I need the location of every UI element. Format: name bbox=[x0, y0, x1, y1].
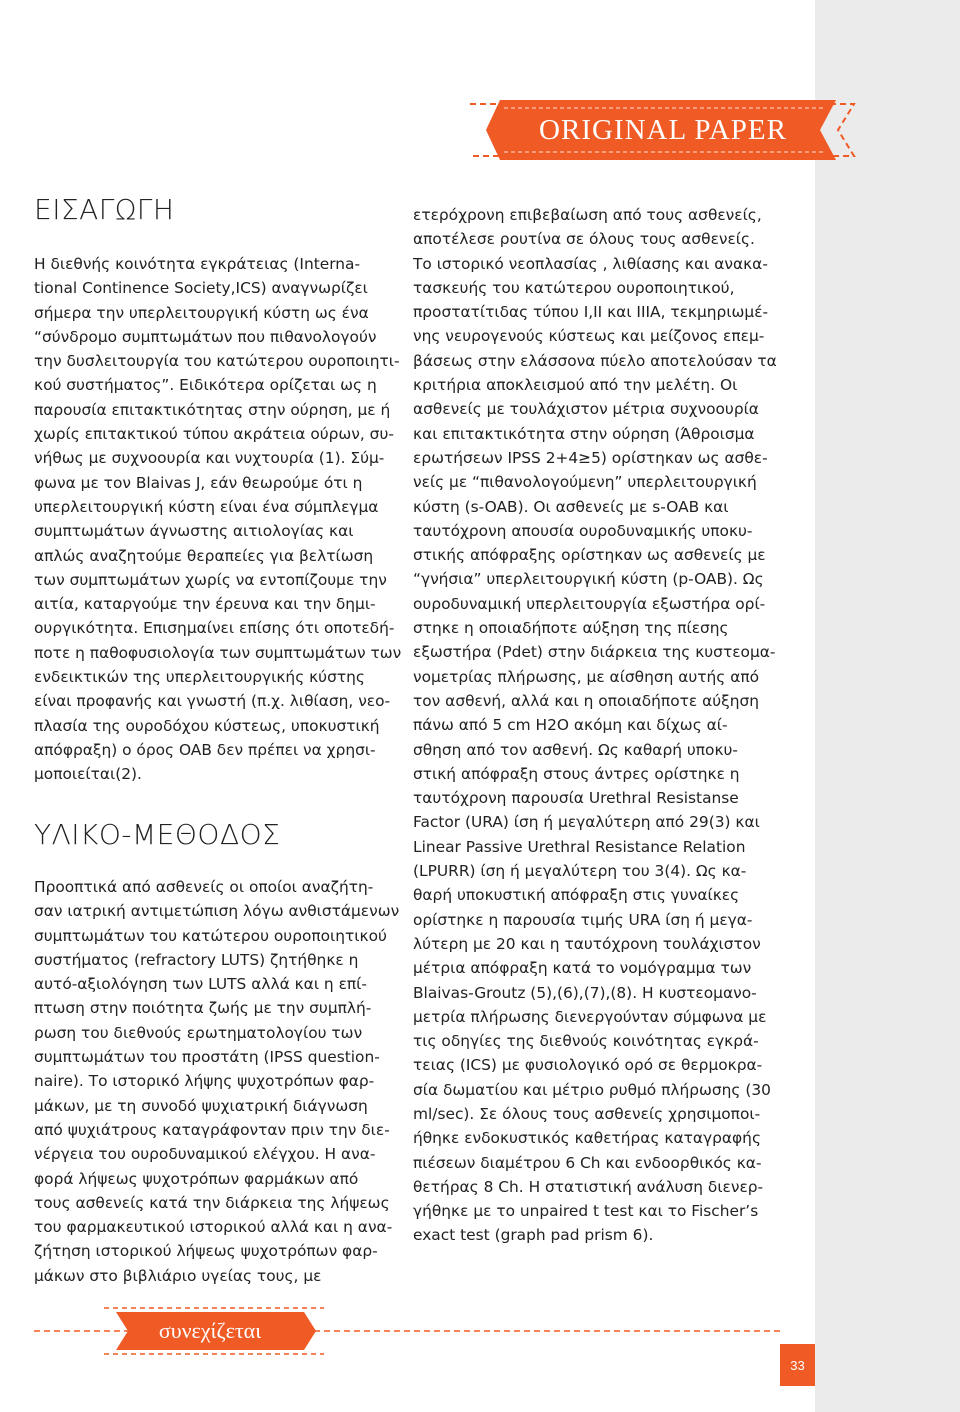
methods-heading: ΥΛΙΚΟ-ΜΕΘΟΔΟΣ bbox=[34, 818, 281, 851]
methods-text-line: σαν ιατρική αντιμετώπιση λόγω ανθιστάμενων bbox=[34, 902, 400, 921]
methods-text-line: από ψυχιάτρους καταγράφονταν πριν την διε- bbox=[34, 1120, 390, 1139]
right-column-text-line: ml/sec). Σε όλους τους ασθενείς χρησιμοποι- bbox=[413, 1104, 761, 1123]
right-column-text-line: Το ιστορικό νεοπλασίας , λιθίασης και ανακα- bbox=[413, 254, 768, 273]
right-column-text-line: νείς με “πιθανολογούμενη” υπερλειτουργική bbox=[413, 473, 757, 492]
right-column-text-line: τον ασθενή, αλλά και η οποιαδήποτε αύξηση bbox=[413, 691, 759, 710]
methods-text-line: συμπτωμάτων του κατώτερου ουροποιητικού bbox=[34, 926, 387, 945]
right-column-text-line: ετερόχρονη επιβεβαίωση από τους ασθενείς, bbox=[413, 206, 762, 224]
intro-text-line: παρουσία επιτακτικότητας στην ούρηση, με ή bbox=[34, 400, 391, 419]
intro-text-line: την δυσλειτουργία του κατώτερου ουροποιητι- bbox=[34, 352, 400, 371]
intro-text-line: απλώς αναζητούμε θεραπείες για βελτίωση bbox=[34, 546, 374, 565]
methods-text-line: naire). Το ιστορικό λήψης ψυχοτρόπων φαρ- bbox=[34, 1072, 375, 1091]
right-column-text-line: ασθενείς με τουλάχιστον μέτρια συχνοουρία bbox=[413, 400, 759, 419]
right-column-text-line: στικής απόφραξης ορίστηκαν ως ασθενείς με bbox=[413, 546, 766, 565]
intro-text-line: Η διεθνής κοινότητα εγκράτειας (Interna- bbox=[34, 255, 361, 273]
methods-text-line: πτωση στην ποιότητα ζωής με την συμπλή- bbox=[34, 999, 372, 1018]
methods-text-line: συστήματος (refractory LUTS) ζητήθηκε η bbox=[34, 950, 359, 969]
right-column-text-line: πάνω από 5 cm H2O ακόμη και δίχως αί- bbox=[413, 716, 728, 735]
intro-text-line: νήθως με συχνοουρία και νυχτουρία (1). Σύμ- bbox=[34, 449, 385, 468]
page-number: 33 bbox=[780, 1344, 815, 1386]
methods-paragraph bbox=[34, 875, 399, 1288]
intro-text-line: των συμπτωμάτων χωρίς να εντοπίζουμε την bbox=[34, 570, 387, 589]
methods-text-line: αυτό-αξιολόγηση των LUTS αλλά και η επί- bbox=[34, 975, 367, 994]
right-column-text-line: “γνήσια” υπερλειτουργική κύστη (p-OAB). Ως bbox=[413, 570, 764, 589]
methods-text-line: μάκων, με τη συνοδό ψυχιατρική διάγνωση bbox=[34, 1096, 368, 1115]
methods-text-line: ρωση του διεθνούς ερωτηματολογίου των bbox=[34, 1023, 363, 1042]
methods-text-line: ζήτηση ιστορικού λήψεως ψυχοτρόπων φαρ- bbox=[34, 1242, 378, 1261]
right-column-text-line: ταυτόχρονη παρουσία Urethral Resistanse bbox=[413, 789, 739, 808]
intro-text-line: tional Continence Society,ICS) αναγνωρίζει bbox=[34, 279, 368, 298]
right-column-text-line: σία δωματίου και μέτριο ρυθμό πλήρωσης (30 bbox=[413, 1080, 771, 1099]
original-paper-banner bbox=[0, 0, 960, 180]
right-column-text-line: (LPURR) ίση ή μεγαλύτερη του 3(4). Ως κα- bbox=[413, 862, 747, 881]
right-column-text-line: σθηση από τον ασθενή. Ως καθαρή υποκυ- bbox=[413, 740, 738, 759]
intro-heading: ΕΙΣΑΓΩΓΗ bbox=[34, 193, 175, 226]
right-column-text-line: Blaivas-Groutz (5),(6),(7),(8). Η κυστεομανο- bbox=[413, 983, 757, 1002]
intro-text-line: υπερλειτουργική κύστη είναι ένα σύμπλεγμα bbox=[34, 497, 379, 516]
methods-text-line: μάκων στο βιβλιάριο υγείας τους, με bbox=[34, 1266, 322, 1285]
intro-text-line: απόφραξη) ο όρος OAB δεν πρέπει να χρησι- bbox=[34, 740, 376, 759]
intro-text-line: “σύνδρομο συμπτωμάτων που πιθανολογούν bbox=[34, 327, 377, 346]
intro-text-line: αιτία, καταργούμε την έρευνα και την δημι- bbox=[34, 595, 376, 614]
intro-text-line: είναι προφανής και γνωστή (π.χ. λιθίαση, νεο- bbox=[34, 692, 391, 711]
side-margin-strip bbox=[815, 0, 960, 1412]
intro-text-line: ενδεικτικών της υπερλειτουργικής κύστης bbox=[34, 668, 365, 687]
intro-text-line: συμπτωμάτων άγνωστης αιτιολογίας και bbox=[34, 522, 354, 541]
right-column-text-line: κύστη (s-OAB). Οι ασθενείς με s-OAB και bbox=[413, 497, 729, 516]
intro-text-line: πλασία της ουροδόχου κύστεως, υποκυστική bbox=[34, 716, 380, 735]
right-column-text-line: θαρή υποκυστική απόφραξη στις γυναίκες bbox=[413, 886, 740, 905]
methods-text-line: τους ασθενείς κατά την διάρκεια της λήψεως bbox=[34, 1193, 390, 1212]
right-column-text-line: βάσεως στην ελάσσονα πύελο αποτελούσαν τα bbox=[413, 351, 777, 370]
right-column-text-line: νομετρίας πλήρωσης, με αίσθηση αυτής από bbox=[413, 667, 760, 686]
right-column-text-line: ουροδυναμική υπερλειτουργία εξωστήρα ορί- bbox=[413, 594, 766, 613]
right-column-text-line: μέτρια απόφραξη κατά το νομόγραμμα των bbox=[413, 959, 752, 978]
right-column-text-line: γήθηκε με το unpaired t test και το Fischer’s bbox=[413, 1202, 759, 1221]
right-column-text-line: αποτέλεσε ρουτίνα σε όλους τους ασθενείς. bbox=[413, 230, 755, 249]
intro-text-line: ουργικότητα. Επισημαίνει επίσης ότι οποτεδή- bbox=[34, 619, 395, 638]
right-column-text-line: μετρία πλήρωσης διενεργούνταν σύμφωνα με bbox=[413, 1007, 767, 1026]
right-column-text-line: exact test (graph pad prism 6). bbox=[413, 1226, 654, 1245]
right-column-text-line: ερωτήσεων IPSS 2+4≥5) ορίστηκαν ως ασθε- bbox=[413, 448, 768, 467]
continued-label: συνεχίζεται bbox=[158, 1318, 262, 1343]
intro-text-line: σήμερα την υπερλειτουργική κύστη ως ένα bbox=[34, 303, 369, 322]
intro-text-line: κού συστήματος”. Ειδικότερα ορίζεται ως η bbox=[34, 376, 377, 395]
right-column-text-line: ήθηκε ενδοκυστικός καθετήρας καταγραφής bbox=[413, 1129, 761, 1148]
intro-text-line: χωρίς επιτακτικού τύπου ακράτεια ούρων, συ- bbox=[34, 425, 394, 444]
right-column-text-line: ορίστηκε η παρουσία τιμής URA ίση ή μεγα- bbox=[413, 910, 753, 929]
right-column-text-line: ταυτόχρονη απουσία ουροδυναμικής υποκυ- bbox=[413, 521, 753, 540]
right-column-text-line: και επιτακτικότητα στην ούρηση (Άθροισμα bbox=[413, 424, 755, 443]
intro-text-line: φωνα με τον Blaivas J, εάν θεωρούμε ότι η bbox=[34, 473, 363, 492]
methods-text-line: νέργεια του ουροδυναμικού ελέγχου. Η ανα- bbox=[34, 1145, 376, 1164]
right-column-text-line: Factor (URA) ίση ή μεγαλύτερη από 29(3) και bbox=[413, 813, 760, 832]
methods-text-line: Προοπτικά από ασθενείς οι οποίοι αναζήτη- bbox=[34, 878, 374, 896]
right-column-text-line: τις οδηγίες της διεθνούς κοινότητας εγκρά- bbox=[413, 1032, 759, 1051]
right-column-text-line: κριτήρια αποκλεισμού από την μελέτη. Οι bbox=[413, 376, 738, 395]
right-column-text-line: στηκε η οποιαδήποτε αύξηση της πίεσης bbox=[413, 619, 729, 638]
intro-text-line: ποτε η παθοφυσιολογία των συμπτωμάτων των bbox=[34, 643, 402, 662]
intro-text-line: μοποιείται(2). bbox=[34, 765, 142, 784]
methods-text-line: του φαρμακευτικού ιστορικού αλλά και η ανα- bbox=[34, 1218, 393, 1237]
right-column-text-line: λύτερη με 20 και η ταυτόχρονη τουλάχιστον bbox=[413, 934, 761, 953]
right-column-text-line: στική απόφραξη στους άντρες ορίστηκε η bbox=[413, 764, 740, 783]
right-column-text-line: πιέσεων διαμέτρου 6 Ch και ενδοορθικός κα- bbox=[413, 1153, 762, 1172]
methods-text-line: φορά λήψεως ψυχοτρόπων φαρμάκων από bbox=[34, 1169, 359, 1188]
right-column-text-line: νης νευρογενούς κύστεως και μείζονος επεμ- bbox=[413, 327, 765, 346]
right-column-text-line: θετήρας 8 Ch. Η στατιστική ανάλυση διενερ- bbox=[413, 1177, 764, 1196]
right-column-text-line: τασκευής του κατώτερου ουροποιητικού, bbox=[413, 278, 735, 297]
methods-text-line: συμπτωμάτων του προστάτη (IPSS question- bbox=[34, 1048, 380, 1067]
right-column-text-line: εξωστήρα (Pdet) στην διάρκεια της κυστεομα- bbox=[413, 643, 776, 662]
intro-paragraph bbox=[34, 252, 401, 787]
right-column-text-line: προστατίτιδας τύπου I,II και IIIA, τεκμηριωμέ- bbox=[413, 303, 769, 322]
right-column-text-line: Linear Passive Urethral Resistance Relation bbox=[413, 837, 746, 856]
right-column-text-line: τειας (ICS) με φυσιολογικό ορό σε θερμοκρα- bbox=[413, 1056, 763, 1075]
section-label: ORIGINAL PAPER bbox=[539, 113, 787, 146]
methods-continuation-paragraph bbox=[413, 203, 777, 1248]
